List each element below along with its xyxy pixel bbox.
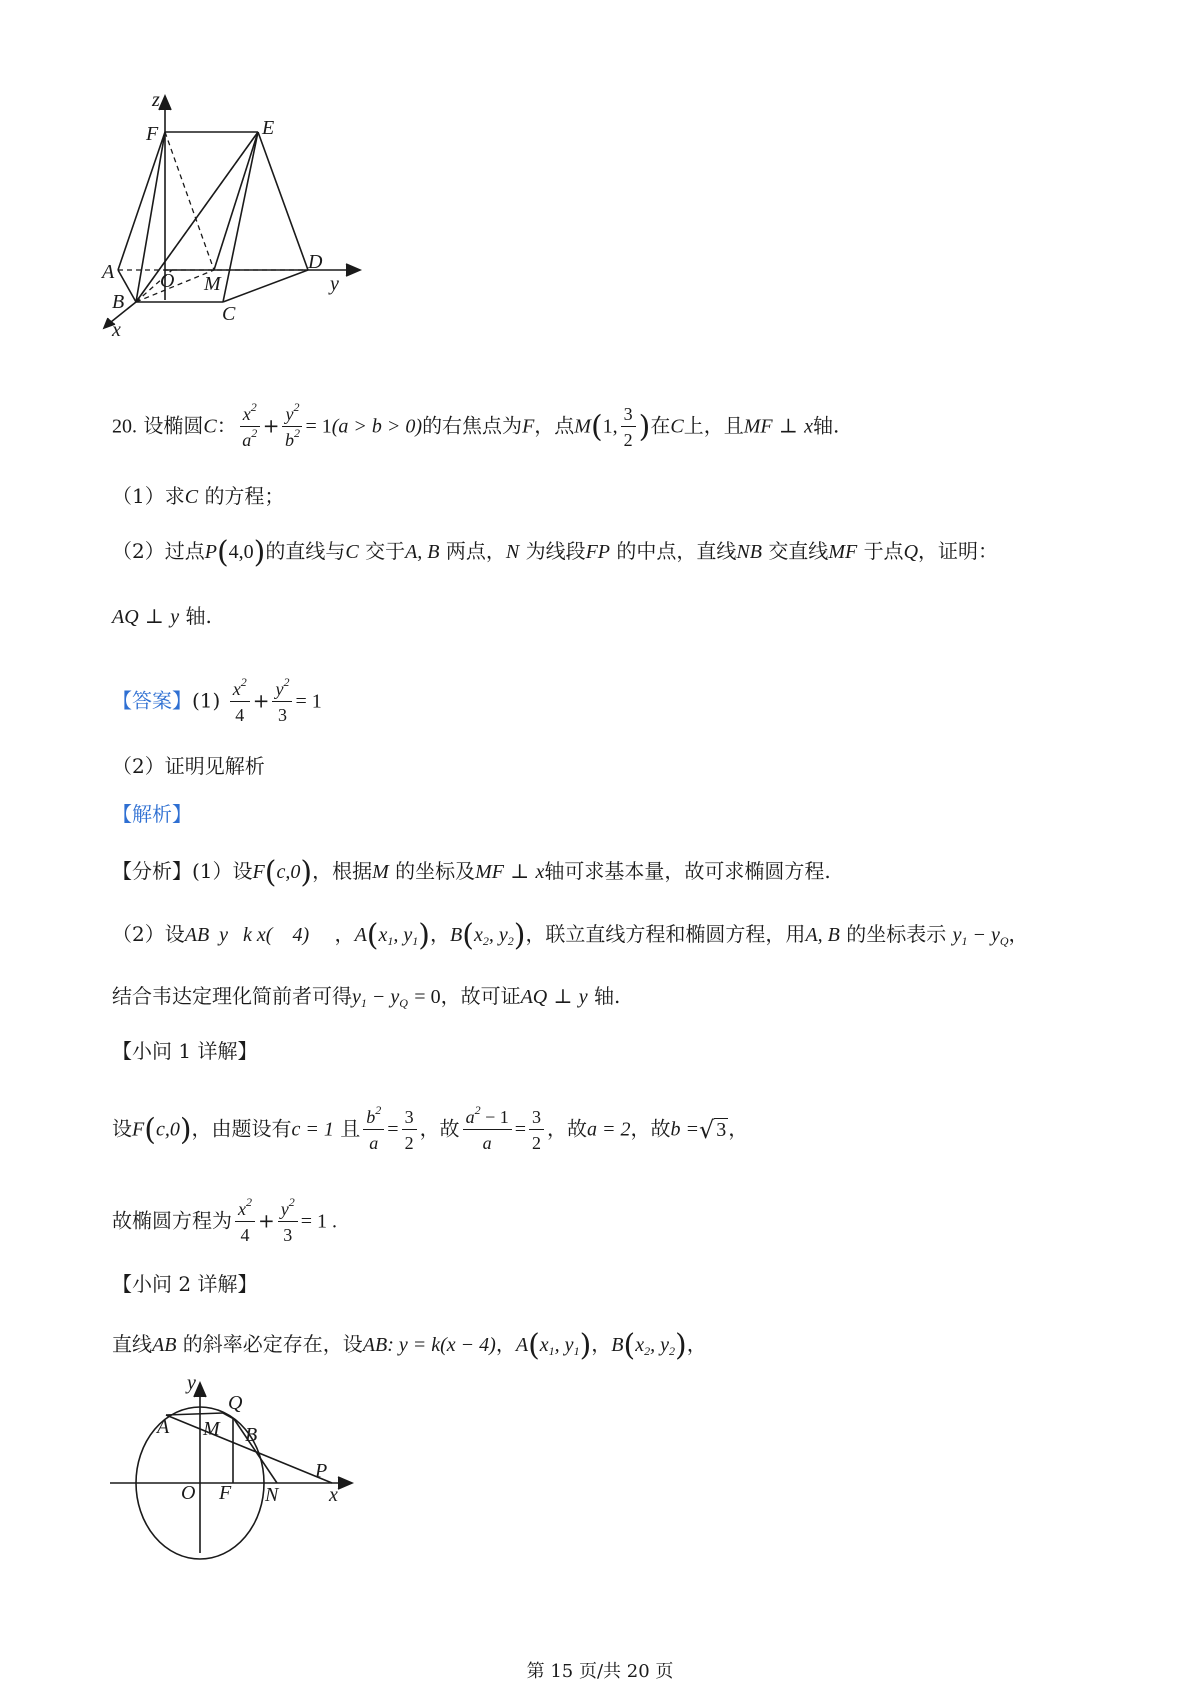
label-y: y: [187, 1375, 196, 1394]
label-A: A: [102, 261, 115, 283]
analysis-line-1: 【分析】(1）设F(c,0)，根据M 的坐标及MF ⊥ x轴可求基本量，故可求椭圆方程.: [112, 855, 831, 890]
analysis-line-3: 结合韦达定理化简前者可得$y_1 - y_Q = 0$，故可证AQ ⊥ y 轴.: [112, 984, 621, 1010]
label-B: B: [245, 1424, 258, 1446]
sub2-line-1: 直线AB 的斜率必定存在，设AB: y = k(x − 4)，$A(x_1$, $y_1$)，$B(x_2$, $y_2$)，: [112, 1328, 707, 1363]
label-y: y: [330, 273, 339, 295]
analysis-tag: 【解析】: [112, 802, 192, 826]
label-O: O: [160, 270, 175, 292]
analysis-line-2: （2）设AB y k x( 4) ，$A(x_1$, $y_1$)，$B(x_2$, $y_2$)，联立直线方程和椭圆方程，用A, B 的坐标表示 $y_1 - y_Q$，: [112, 918, 1029, 953]
problem-stem: 20. 设椭圆C： $\frac{x^2}{a^2}$ + $\frac{y^2}{b^2}$ = 1(a > b > 0)的右焦点为F，点M(1, $\frac{3}{2}$ )在C上，且MF ⊥ x轴.: [112, 400, 840, 450]
label-F: F: [219, 1482, 232, 1504]
question-2-cont: AQ ⊥ y 轴.: [112, 604, 212, 628]
label-E: E: [262, 117, 275, 139]
label-Q: Q: [228, 1392, 243, 1414]
sub1-heading: 【小问 1 详解】: [112, 1039, 258, 1063]
label-F: F: [146, 123, 159, 145]
question-1: （1）求C 的方程；: [112, 484, 285, 508]
sub2-heading: 【小问 2 详解】: [112, 1272, 258, 1296]
label-N: N: [265, 1484, 279, 1506]
label-B: B: [112, 291, 125, 313]
ellipse-figure: [105, 1375, 385, 1565]
sub1-line-1: 设F(c,0)，由题设有c = 1 且 $\frac{b^2}{a}$ = $\frac{3}{2}$ ，故 $\frac{a^2 - 1}{a}$ = $\frac{3}{2}$ ，故a = 2，故b =√ 3 ，: [112, 1103, 749, 1153]
label-M: M: [204, 273, 221, 295]
answer-tag: 【答案】: [112, 688, 192, 713]
page-footer: 第 15 页/共 20 页: [526, 1661, 674, 1682]
label-x: x: [329, 1484, 338, 1506]
answer-part-1: 【答案】(1) $\frac{x^2}{4}$ + $\frac{y^2}{3}$ = 1: [112, 675, 322, 725]
label-P: P: [315, 1460, 328, 1482]
question-2: （2）过点P(4,0)的直线与C 交于A, B 两点，N 为线段FP 的中点，直线NB 交直线MF 于点Q，证明：: [112, 535, 999, 570]
label-M: M: [203, 1418, 220, 1440]
label-D: D: [308, 251, 323, 273]
label-C: C: [222, 303, 236, 325]
label-z: z: [152, 90, 160, 111]
solid-geometry-figure: [100, 90, 380, 370]
sub1-line-2: 故椭圆方程为 $\frac{x^2}{4}$ + $\frac{y^2}{3}$ = 1 .: [112, 1195, 338, 1245]
label-A: A: [157, 1416, 170, 1438]
answer-part-2: （2）证明见解析: [112, 754, 265, 778]
label-O: O: [181, 1482, 196, 1504]
label-x: x: [112, 319, 121, 341]
